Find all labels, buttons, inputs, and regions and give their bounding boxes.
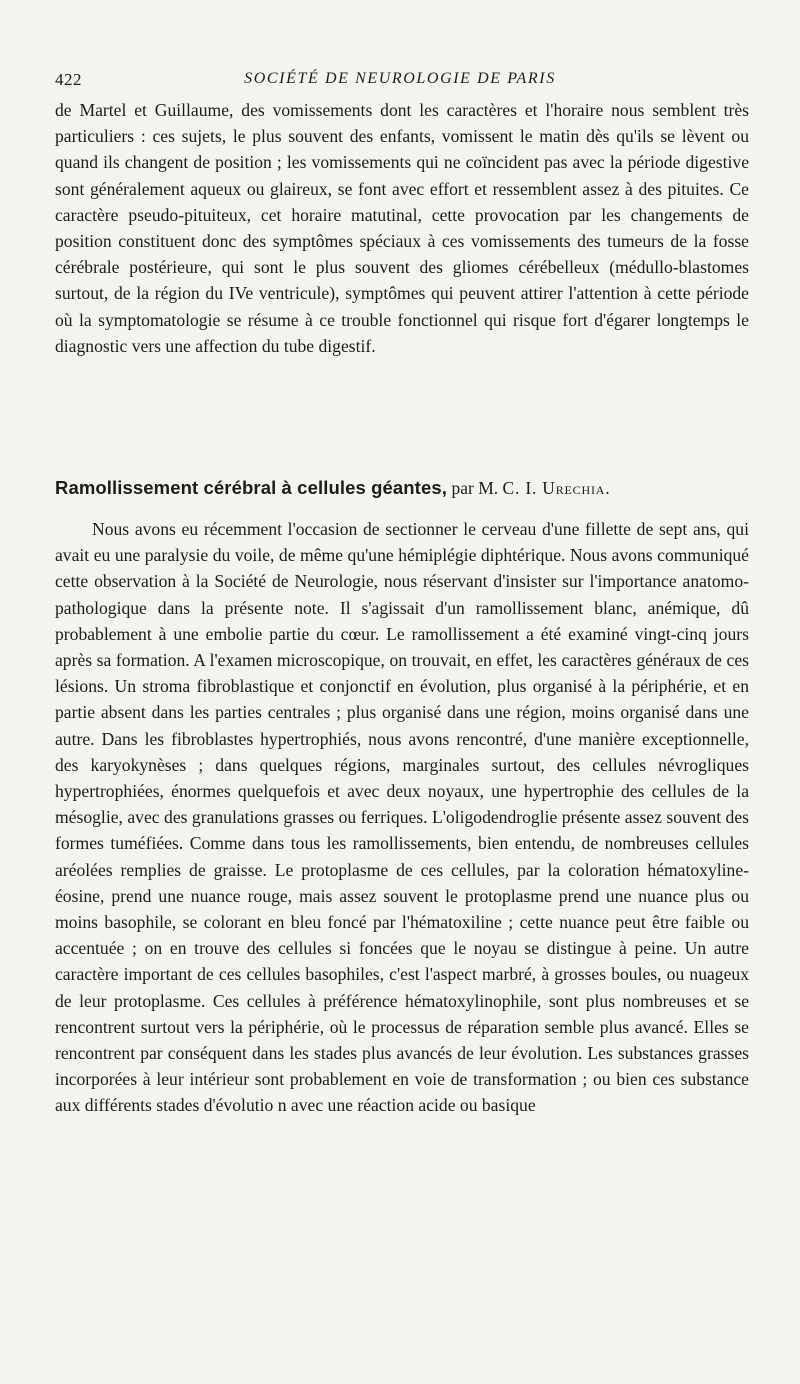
- article-body-text: Nous avons eu récemment l'occasion de sectionner le cerveau d'une fillette de sept ans, qui avait eu une paralysie du voile, de même qu'une hémiplégie diphtérique. Nous avons communiqué cette observation à la Société de Neurologie, nous réservant d'insister sur l'importance anatomopathologique dans la présente note. Il s'agissait d'un ramollissement blanc, anémique, dû probablement à une embolie partie du cœur. Le ramollissement a été examiné vingt-cinq jours après sa formation. A l'examen microscopique, on trouvait, en effet, les caractères généraux de ces lésions. Un stroma fibroblastique et conjonctif en évolution, plus organisé à la périphérie, et en partie absent dans les parties centrales ; plus organisé dans une région, moins organisé dans une autre. Dans les fibroblastes hypertrophiés, nous avons rencontré, d'une manière exceptionnelle, des karyokynèses ; dans quelques régions, marginales surtout, des cellules névrogliques hypertrophiées, énormes quelquefois et avec deux noyaux, une hypertrophie des cellules de la mésoglie, avec des granulations grasses ou ferriques. L'oligodendroglie présente assez souvent des formes tuméfiées. Comme dans tous les ramollissements, bien entendu, de nombreuses cellules aréolées remplies de graisse. Le protoplasme de ces cellules, par la coloration hématoxyline-éosine, prend une nuance rouge, mais assez souvent le protoplasme prend une nuance plus ou moins basophile, se colorant en bleu foncé par l'hématoxiline ; cette nuance peut être faible ou accentuée ; on en trouve des cellules si foncées que le noyau se distingue à peine. Un autre caractère important de ces cellules basophiles, c'est l'aspect marbré, à grosses boules, ou nuageux de leur protoplasme. Ces cellules à préférence hématoxylinophile, sont plus nombreuses et se rencontrent surtout vers la périphérie, où le processus de réparation semble plus avancé. Elles se rencontrent par conséquent dans les stades plus avancés de leur évolution. Les substances grasses incorporées à leur intérieur sont probablement en voie de transformation ; ou bien ces substance aux différents stades d'évolutio n avec une réaction acide ou basique: [55, 519, 749, 1116]
- running-head: [55, 70, 745, 94]
- article-body: [55, 516, 749, 1119]
- journal-title: SOCIÉTÉ DE NEUROLOGIE DE PARIS: [244, 70, 556, 87]
- continued-paragraph: [55, 97, 749, 359]
- paragraph-text: de Martel et Guillaume, des vomissements dont les caractères et l'horaire nous semblent très particuliers : ces sujets, le plus souvent des enfants, vomissent le matin dès qu'ils se lèvent ou quand ils changent de position ; les vomissements qui ne coïncident pas avec la période digestive sont généralement aqueux ou glaireux, se font avec effort et ressemblent assez à des pituites. Ce caractère pseudo-pituiteux, cet horaire matutinal, cette provocation par les changements de position constituent donc des symptômes spéciaux à ces vomissements des tumeurs de la fosse cérébrale postérieure, qui sont le plus souvent des gliomes cérébelleux (médullo-blastomes surtout, de la région du IVe ventricule), symptômes qui peuvent attirer l'attention à cette période où la symptomatologie se résume à ce trouble fonctionnel qui risque fort d'égarer longtemps le diagnostic vers une affection du tube digestif.: [55, 100, 749, 356]
- article-byline: [451, 478, 610, 498]
- page-number: 422: [55, 70, 82, 89]
- article-author: C. I. Urechia.: [502, 478, 611, 498]
- article-heading: [55, 475, 749, 501]
- byline-prefix: par M.: [451, 478, 499, 498]
- article-title: Ramollissement cérébral à cellules géantes,: [55, 477, 447, 498]
